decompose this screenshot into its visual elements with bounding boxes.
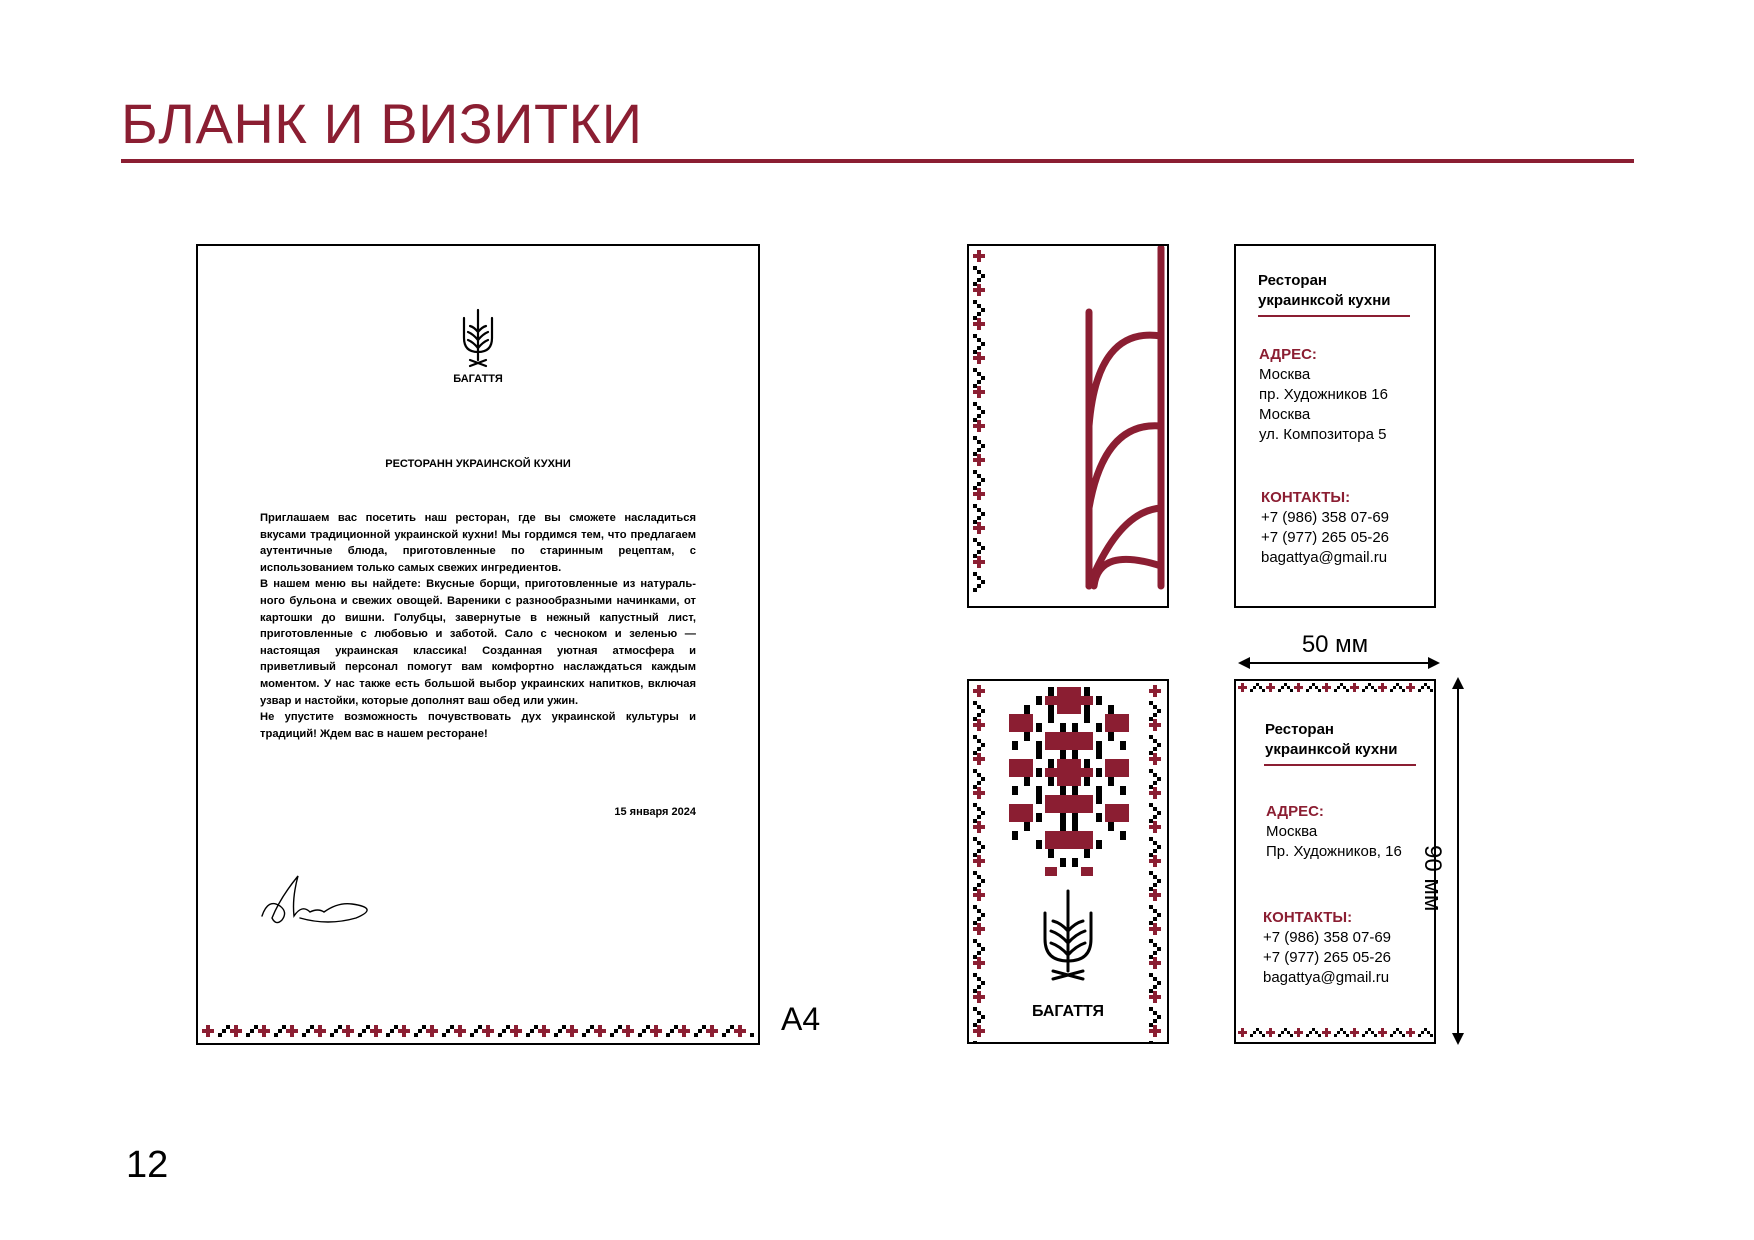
- card-title-rule: [1264, 764, 1416, 766]
- business-card-front-one-address: [1234, 679, 1436, 1044]
- address-line: Москва: [1266, 823, 1318, 840]
- ornament-border-icon: [202, 1022, 754, 1040]
- address-line: ул. Композитора 5: [1259, 426, 1387, 443]
- contact-phone: +7 (986) 358 07-69: [1263, 929, 1392, 946]
- page-title: БЛАНК И ВИЗИТКИ: [121, 92, 643, 155]
- letter-paragraph: Не упустите возможность почувствовать дух украинской культуры и традиций! Ждем вас в нашем ресторане!: [260, 711, 696, 740]
- card-title-rule: [1258, 315, 1410, 317]
- address-line: Москва: [1259, 406, 1311, 423]
- title-underline: [121, 159, 1634, 163]
- wheat-logo-icon: [1045, 891, 1091, 979]
- wheat-arch-icon: [1089, 248, 1161, 586]
- contact-phone: +7 (977) 265 05-26: [1261, 529, 1390, 546]
- height-dimension-label: 90 мм: [1419, 845, 1446, 912]
- letter-date: 15 января 2024: [614, 806, 696, 818]
- letterhead-a4: [196, 244, 760, 1045]
- card-title-line1: Ресторан: [1258, 272, 1327, 289]
- business-card-back-embroidery: [967, 679, 1169, 1044]
- height-dimension-arrow: [1448, 677, 1468, 1045]
- card-title-line2: украинксой кухни: [1265, 741, 1398, 758]
- letterhead-brand: БАГАТТЯ: [453, 373, 503, 385]
- letter-paragraph: Приглашаем вас посетить наш ресторан, где вы сможете насладиться вкусами традиционной украинской кухни! Мы гордимся тем, что предлагаем аутентичные блюда, приготовленные по старинным рецептам, с использованием только самых свежих ингредиентов.: [260, 512, 696, 574]
- contact-email: bagattya@gmail.ru: [1263, 969, 1390, 986]
- address-label: АДРЕС:: [1266, 803, 1324, 820]
- card-brand: БАГАТТЯ: [1031, 1003, 1105, 1020]
- letter-paragraph: В нашем меню вы найдете: Вкусные борщи, приготовленные из натураль-ного бульона и свежих овощей. Вареники с разнообразными начинками, от картошки до вишни. Голубцы, завернутые в нежный капустный лист, приготовленные с любовью и заботой. Сало с чесноком и зеленью — настоящая украинская классика! Созданная уютная атмосфера и приветливый персонал помогут вам комфортно наслаждаться каждым моментом. У нас также есть большой выбор украинских напитков, включая узвар и настойки, которые дополнят ваш обед или ужин.: [260, 578, 696, 707]
- embroidery-ornament-icon: [969, 681, 1167, 1042]
- signature-icon: [258, 868, 384, 928]
- width-dimension-arrow: [1238, 654, 1440, 672]
- address-line: Москва: [1259, 366, 1311, 383]
- contact-email: bagattya@gmail.ru: [1261, 549, 1388, 566]
- contact-phone: +7 (977) 265 05-26: [1263, 949, 1392, 966]
- wheat-logo-icon: [460, 308, 496, 368]
- letter-body: [260, 510, 696, 742]
- card-title-line2: украинксой кухни: [1258, 292, 1391, 309]
- page-number: 12: [126, 1144, 169, 1186]
- address-line: Пр. Художников, 16: [1266, 843, 1402, 860]
- card-ornament: [969, 246, 1167, 606]
- ornament-border-icon: [973, 250, 985, 592]
- width-dimension-label: 50 мм: [1301, 631, 1369, 658]
- business-card-back-arch: [967, 244, 1169, 608]
- contacts-label: КОНТАКТЫ:: [1261, 489, 1351, 506]
- contact-phone: +7 (986) 358 07-69: [1261, 509, 1390, 526]
- card-title-line1: Ресторан: [1265, 721, 1334, 738]
- business-card-front-two-addresses: [1234, 244, 1436, 608]
- contacts-label: КОНТАКТЫ:: [1263, 909, 1353, 926]
- address-label: АДРЕС:: [1259, 346, 1317, 363]
- letterhead-heading: РЕСТОРАНН УКРАИНСКОЙ КУХНИ: [385, 458, 571, 470]
- address-line: пр. Художников 16: [1259, 386, 1388, 403]
- format-label: A4: [781, 1001, 821, 1037]
